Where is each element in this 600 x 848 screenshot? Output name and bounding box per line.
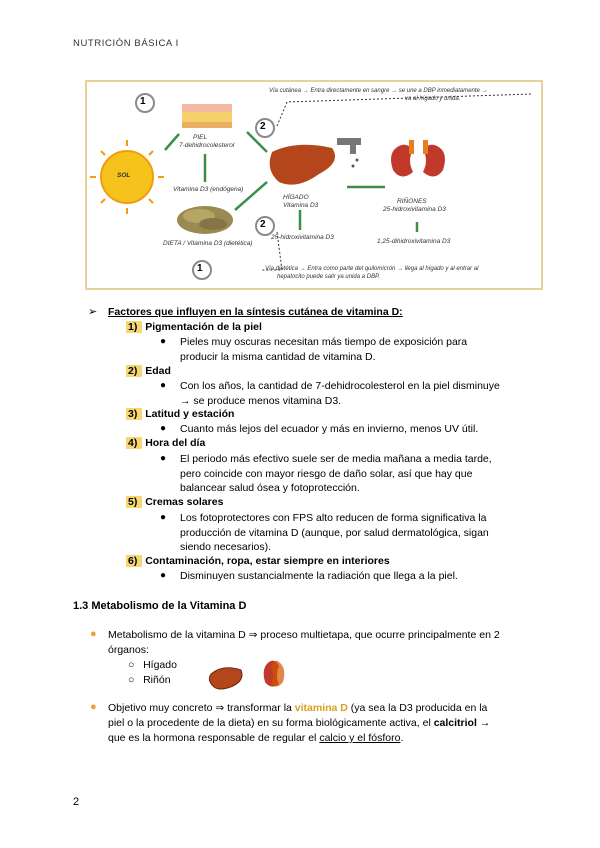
factor-3-text: Cuanto más lejos del ecuador y más en invierno, menos UV útil. [180,423,479,435]
skin-icon [182,104,232,128]
liver-label: HÍGADO [283,194,309,201]
organ-kidney: Riñón [143,674,171,686]
endogenous-label: Vitamina D3 (endógena) [173,186,244,193]
organ-liver: Hígado [143,659,177,671]
factor-6-text: Disminuyen sustancialmente la radiación que llega a la piel. [180,570,458,582]
skin-label: PIEL [193,134,208,141]
kidneys-label: RIÑONES [397,198,427,205]
kidneys-icon [391,140,445,177]
bullet-icon: ● [160,336,167,347]
bullet-icon: ● [160,423,167,434]
factor-5-text: Los fotoprotectores con FPS alto reducen de forma significativa la producción de vitamina D (aunque, por salud dermatológica, sigan siendo necesarios). [180,512,489,553]
factor-2-heading: 2) Edad [128,365,171,377]
skin-sublabel: 7-dehidrocolesterol [179,142,235,149]
objective-paragraph: Objetivo muy concreto ⇒ transformar la vitamina D (ya sea la D3 producida en la piel o la procedente de la dieta) en su forma biológicamente activa, el calcitriol → que es la hormona responsable de regular el calcio y el fósforo. [108,702,491,744]
factor-1-heading: 1) Pigmentación de la piel [128,321,262,333]
bullet-icon: ● [90,628,97,640]
step-1b-number: 1 [197,263,203,274]
step-2-number: 2 [260,121,266,132]
arrow-bullet-icon: ➢ [88,306,98,318]
kidney-icon [264,661,285,687]
factor-6-heading: 6) Contaminación, ropa, estar siempre en interiores [128,555,390,567]
bullet-icon: ● [160,512,167,523]
liver-icon [270,145,335,185]
dihydroxy-label: 1,25-dihidroxivitamina D3 [377,238,451,245]
liver-icon [209,668,242,689]
dietary-route-line1: Vía dietética → Entra como parte del quilomicrón → llega al hígado y al entrar al [265,266,479,272]
factor-4-heading: 4) Hora del día [128,437,206,449]
dietary-route-line2: hepatocito puede salir ya unida a DBP. [277,274,380,280]
sun-label: SOL [117,172,131,179]
organ-list: ○ Hígado ○ Riñón [128,659,177,686]
hydroxy-label: 25-hidroxivitamina D3 [271,234,334,241]
diet-label: DIETA / Vitamina D3 (dietética) [163,240,253,247]
diet-icon [177,206,233,234]
bullet-icon: ● [160,380,167,391]
bullet-icon: ● [160,570,167,581]
factors-title: Factores que influyen en la síntesis cutánea de vitamina D: [108,306,403,318]
factor-5-heading: 5) Cremas solares [128,496,224,508]
factor-1-text: Pieles muy oscuras necesitan más tiempo de exposición para producir la misma cantidad de vitamina D. [180,336,468,363]
step-1-number: 1 [140,96,146,107]
metabolism-paragraph: Metabolismo de la vitamina D ⇒ proceso multietapa, que ocurre principalmente en 2 órganos: [108,629,500,656]
liver-sublabel: Vitamina D3 [283,202,319,209]
page-header: NUTRICIÓN BÁSICA I [73,38,179,49]
factor-2-text: Con los años, la cantidad de 7-dehidrocolesterol en la piel disminuye → se produce menos vitamina D3. [180,380,500,407]
cutaneous-route-line1: Vía cutánea → Entra directamente en sangre → se une a DBP inmediatamente → [269,88,488,94]
cutaneous-route-line2: va al hígado y unida. [405,96,461,102]
bullet-icon: ● [90,701,97,713]
factor-4-text: El periodo más efectivo suele ser de media mañana a media tarde, pero coincide con mayor riesgo de daño solar, así que hay que balancear salud ósea y fotoprotección. [180,453,492,494]
page-number: 2 [73,796,80,808]
step-2b-number: 2 [260,219,266,230]
factor-3-heading: 3) Latitud y estación [128,408,235,420]
vitamin-d-diagram [85,80,543,290]
bullet-icon: ● [160,453,167,464]
tap-icon [337,138,361,168]
diagram-svg [87,82,541,288]
section-heading: 1.3 Metabolismo de la Vitamina D [73,600,247,612]
kidneys-sublabel: 25-hidroxivitamina D3 [383,206,446,213]
organ-icons [205,656,295,696]
